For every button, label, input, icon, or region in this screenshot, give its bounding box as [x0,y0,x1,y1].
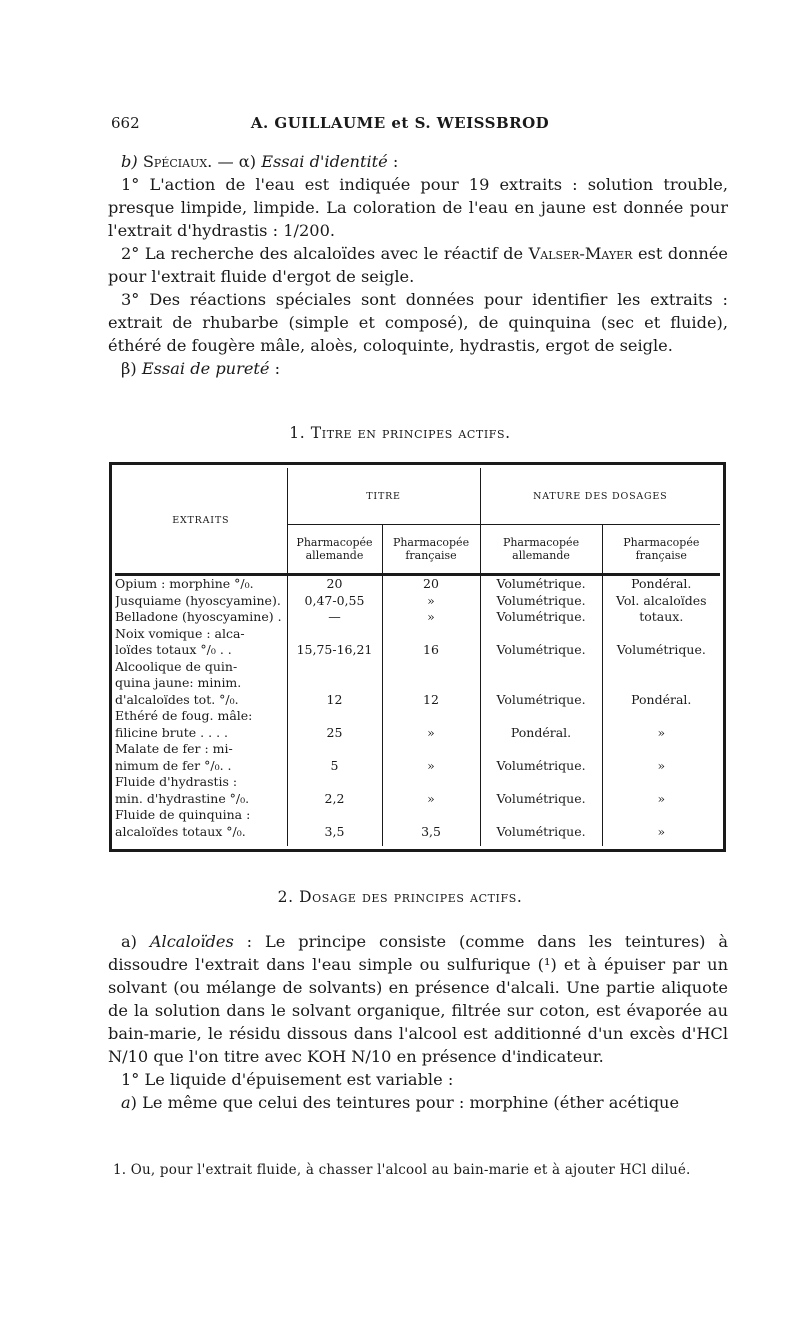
item-2-text-a: 2° La recherche des alcaloïdes avec le réactif de [121,244,529,263]
nature-allemande-column [480,575,602,847]
beta-heading [108,357,728,380]
extrait-name: Fluide de quinquina : [115,807,251,822]
titre-fr-cell: » [427,790,435,806]
nature-de-cell [481,626,602,643]
page-number: 662 [111,114,140,132]
subsection-label: b) [121,152,143,171]
nature-fr-cell [603,708,721,725]
extraits-column [115,575,287,847]
extrait-name: loïdes totaux °/₀ . . [115,642,232,657]
subheader-nature-allemande: Pharmacopée allemande [480,525,602,575]
nature-fr-cell: » [657,724,666,740]
titre-de-cell [288,774,382,791]
intro-section [108,150,728,380]
nature-fr-cell [603,659,721,676]
item-a-label: a [121,1093,131,1112]
titre-de-cell [288,708,382,725]
nature-fr-cell: » [657,757,666,773]
titre-de-cell: — [328,609,341,624]
item-2-text-b: est donnée pour l'extrait fluide d'ergot de seigle. [108,244,728,286]
liquide-item-a [108,1091,728,1114]
nature-fr-cell [603,807,721,824]
nature-fr-cell [603,774,721,791]
nature-de-cell: Pondéral. [510,724,572,740]
titre-de-cell: 0,47-0,55 [304,592,365,608]
titre-de-cell: 2,2 [324,790,345,806]
subsection-colon: : [387,152,399,171]
nature-de-cell: Volumétrique. [496,691,586,707]
para-a-label: a) [121,932,150,951]
nature-de-cell: Volumétrique. [496,576,586,591]
item-2-reagent-name: Valser-Mayer [528,244,633,263]
para-a-title: Alcaloïdes [149,932,234,951]
nature-fr-cell: totaux. [639,609,684,624]
beta-label: β) [121,359,142,378]
item-2-paragraph [108,242,728,288]
titre-de-cell [288,675,382,692]
extrait-name: d'alcaloïdes tot. °/₀. [115,691,239,707]
item-3-paragraph: 3° Des réactions spéciales sont données pour identifier les extraits : extrait de rhubarbe (simple et composé), de quinquina (sec et fluide), éthéré de fougère mâle, aloès, coloquinte, hydrastis, ergot de seigle. [108,290,728,355]
extrait-name: alcaloïdes totaux °/₀. [115,823,246,839]
titre-de-cell: 3,5 [324,823,345,839]
nature-fr-cell: Vol. alcaloïdes [615,592,707,608]
extrait-name: Ethéré de foug. mâle: [115,708,253,723]
running-head [0,114,800,138]
subsection-essai-identite: Essai d'identité [261,152,388,171]
subheader-titre-allemande: Pharmacopée allemande [287,525,382,575]
nature-de-cell [481,708,602,725]
titre-de-cell [288,626,382,643]
titre-fr-cell [383,626,480,643]
nature-de-cell: Volumétrique. [496,642,586,657]
titre-de-cell [288,807,382,824]
extrait-name: filicine brute . . . . [115,724,228,740]
subheader-nature-francaise: Pharmacopée française [602,525,720,575]
extrait-name: Fluide d'hydrastis : [115,774,238,789]
header-titre: TITRE [287,468,480,525]
nature-fr-cell [603,626,721,643]
extrait-name: Jusquiame (hyoscyamine). [115,592,281,608]
titre-table-grid [115,468,720,846]
item-1-paragraph: 1° L'action de l'eau est indiquée pour 19 extraits : solution trouble, presque limpide, limpide. La coloration de l'eau en jaune est donnée pour l'extrait d'hydrastis : 1/200. [108,175,728,240]
titre-fr-cell: 20 [423,576,439,591]
subsection-b-heading [108,150,728,173]
section-1-heading: 1. Titre en principes actifs. [289,424,511,442]
beta-title: Essai de pureté [141,359,270,378]
titre-de-cell: 25 [326,724,343,740]
nature-de-cell [481,807,602,824]
titre-fr-cell [383,708,480,725]
extrait-name: nimum de fer °/₀. . [115,757,232,773]
extrait-name: Noix vomique : alca- [115,625,245,641]
titre-de-cell: 20 [326,576,343,591]
extrait-name: quina jaune: minim. [115,675,242,690]
nature-de-cell: Volumétrique. [496,823,586,839]
nature-de-cell: Volumétrique. [496,592,586,608]
titre-de-cell: 12 [326,691,343,707]
header-extraits: EXTRAITS [115,468,287,575]
dosage-section [108,930,728,1114]
titre-table [109,462,726,852]
titre-fr-cell: 12 [423,691,439,707]
titre-fr-cell [383,774,480,791]
titre-fr-cell: » [427,592,435,608]
running-title: A. GUILLAUME et S. WEISSBROD [250,114,550,132]
titre-fr-cell [383,675,480,692]
subsection-dash: — α) [212,152,262,171]
titre-francaise-column [382,575,480,847]
beta-colon: : [269,359,281,378]
titre-fr-cell: » [427,724,435,740]
nature-francaise-column [602,575,720,847]
titre-fr-cell: » [427,757,435,773]
titre-de-cell [288,659,382,676]
nature-de-cell: Volumétrique. [496,609,586,624]
nature-de-cell [481,659,602,676]
titre-fr-cell: 16 [423,642,439,657]
section-2-heading: 2. Dosage des principes actifs. [277,888,523,906]
nature-de-cell: Volumétrique. [496,757,586,773]
nature-fr-cell [603,741,721,758]
nature-de-cell [481,675,602,692]
extrait-name: Opium : morphine °/₀. [115,576,254,591]
titre-allemande-column [287,575,382,847]
titre-de-cell: 5 [330,757,339,773]
nature-fr-cell: Pondéral. [631,576,692,591]
nature-fr-cell: » [657,823,666,839]
subsection-title: Spéciaux. [142,152,213,171]
header-nature: NATURE DES DOSAGES [480,468,720,525]
nature-fr-cell: » [657,790,666,806]
liquide-item-1: 1° Le liquide d'épuisement est variable : [121,1070,454,1089]
titre-fr-cell: » [427,609,435,624]
nature-fr-cell [603,675,721,692]
subheader-titre-francaise: Pharmacopée française [382,525,480,575]
titre-de-cell: 15,75-16,21 [296,642,373,657]
extrait-name: min. d'hydrastine °/₀. [115,790,250,806]
titre-de-cell [288,741,382,758]
item-a-text: ) Le même que celui des teintures pour : morphine (éther acétique [130,1093,680,1112]
titre-fr-cell [383,741,480,758]
alcaloides-paragraph [108,930,728,1068]
titre-fr-cell [383,807,480,824]
footnote: 1. Ou, pour l'extrait fluide, à chasser l'alcool au bain-marie et à ajouter HCl dilué. [113,1162,691,1178]
extrait-name: Alcoolique de quin- [115,658,238,674]
nature-fr-cell: Volumétrique. [616,642,706,657]
extrait-name: Belladone (hyoscyamine) . [115,609,282,624]
extrait-name: Malate de fer : mi- [115,741,233,756]
nature-fr-cell: Pondéral. [631,691,692,707]
nature-de-cell: Volumétrique. [496,790,586,806]
titre-fr-cell: 3,5 [421,823,441,839]
para-a-text: : Le principe consiste (comme dans les teintures) à dissoudre l'extrait dans l'eau simple ou sulfurique (¹) et à épuiser par un solvant (ou mélange de solvants) en présence d'alcali. Une partie aliquote de la solution dans le solvant organique, filtrée sur coton, est évaporée au bain-marie, le résidu dissous dans l'alcool est additionné d'un excès d'HCl N/10 que l'on titre avec KOH N/10 en présence d'indicateur. [108,932,728,1066]
titre-fr-cell [383,659,480,676]
nature-de-cell [481,774,602,791]
nature-de-cell [481,741,602,758]
